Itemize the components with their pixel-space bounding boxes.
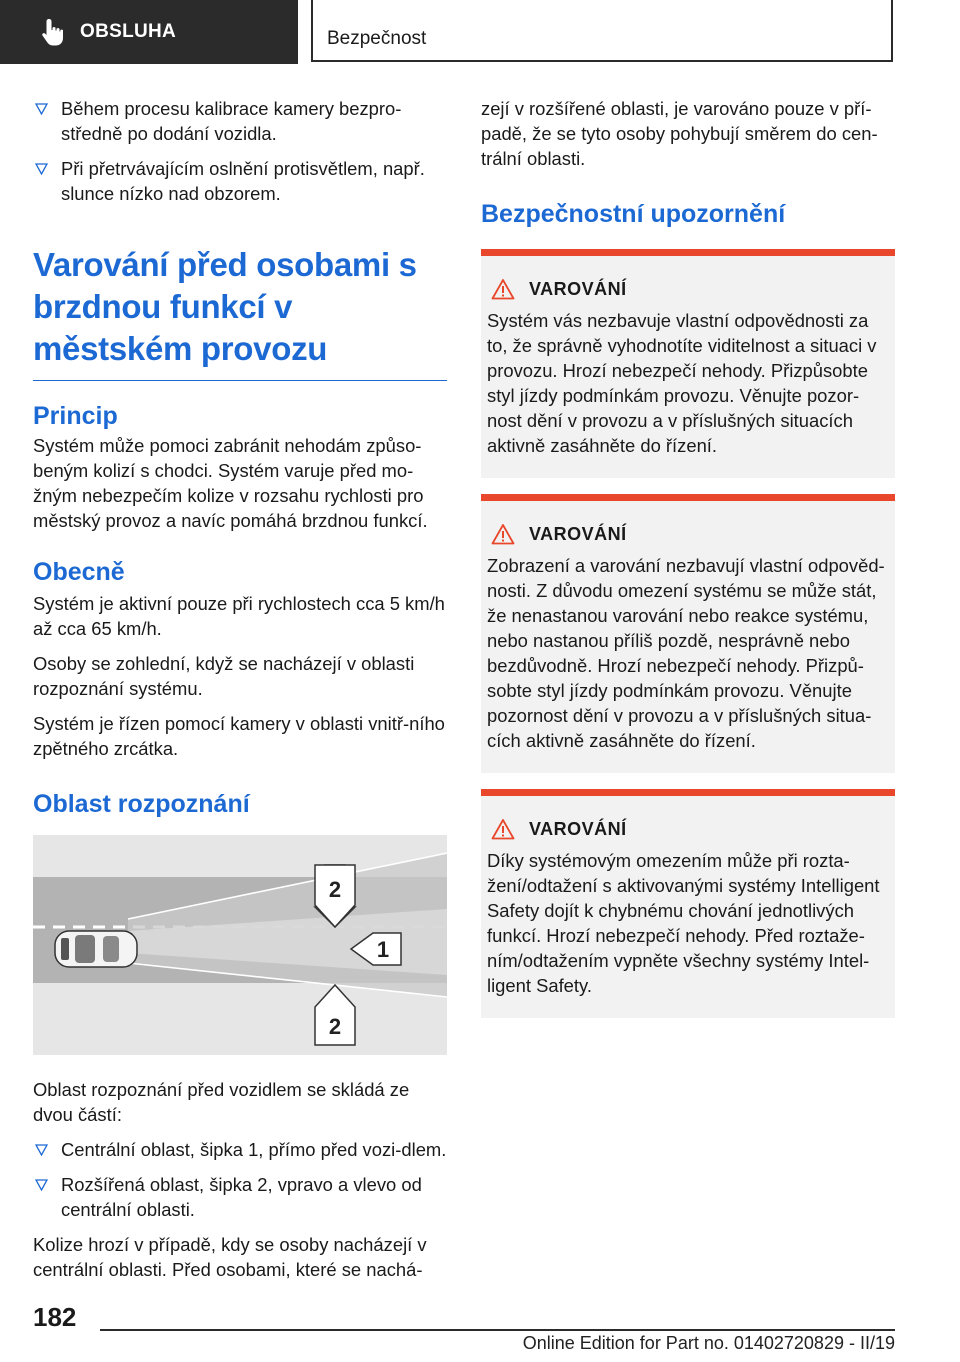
detection-area-illustration	[33, 835, 447, 1055]
list-item	[33, 96, 447, 146]
list-item	[33, 156, 447, 206]
warning-title: VAROVÁNÍ	[529, 523, 627, 544]
triangle-bullet-icon	[35, 163, 48, 175]
intro-bullet-list	[33, 96, 447, 206]
warning-header	[487, 278, 887, 300]
principle-heading: Princip	[33, 402, 118, 430]
footer-edition: Online Edition for Part no. 01402720829 - II/19	[522, 1333, 895, 1353]
warning-box	[481, 249, 895, 478]
safety-notes-heading: Bezpečnostní upozornění	[481, 200, 786, 228]
warning-header	[487, 818, 887, 840]
closing-paragraph: Kolize hrozí v případě, kdy se osoby nacházejí v centrální oblasti. Před osobami, které se nachá-	[33, 1234, 427, 1280]
header-section-box	[311, 0, 893, 62]
continuation-paragraph: zejí v rozšířené oblasti, je varováno pouze v pří-padě, že se tyto osoby pohybují směrem do cen-trální oblasti.	[481, 98, 878, 169]
car-top-view-icon	[55, 931, 137, 967]
warning-box	[481, 494, 895, 773]
warning-triangle-icon	[491, 818, 515, 840]
warning-header	[487, 523, 887, 545]
list-item-text: Během procesu kalibrace kamery bezpro-středně po dodání vozidla.	[61, 98, 402, 144]
warning-box	[481, 789, 895, 1018]
warning-triangle-icon	[491, 523, 515, 545]
header-chapter-tab	[0, 0, 298, 64]
chapter-title: Varování před osobami s brzdnou funkcí v městském provozu	[33, 244, 447, 381]
warning-triangle-icon	[491, 278, 515, 300]
warning-text: Systém vás nezbavuje vlastní odpovědnosti za to, že správně vyhodnotíte viditelnost a situaci v provozu. Hrozí nebezpečí nehody. Přizpůsobte styl jízdy podmínkám provozu. Věnujte pozor-nost dění v provozu a v příslušných situacích aktivně zasáhněte do řízení.	[487, 310, 877, 456]
warning-title: VAROVÁNÍ	[529, 818, 627, 839]
section-title: Bezpečnost	[327, 28, 427, 49]
general-paragraph: Systém je řízen pomocí kamery v oblasti vnitř-ního zpětného zrcátka.	[33, 713, 445, 759]
list-item	[33, 1172, 447, 1222]
hand-touch-icon	[40, 17, 66, 47]
left-column	[33, 96, 447, 1292]
warning-title: VAROVÁNÍ	[529, 278, 627, 299]
triangle-bullet-icon	[35, 103, 48, 115]
general-paragraph: Osoby se zohlední, když se nacházejí v oblasti rozpoznání systému.	[33, 653, 415, 699]
page-number: 182	[33, 1302, 77, 1332]
warning-text: Díky systémovým omezením může při rozta-žení/odtažení s aktivovanými systémy Intelligent Safety dojít k chybnému chování jednotlivých funkcí. Hrozí nebezpečí nehody. Před roztaže-ním/odtažením vypněte všechny systémy Intel-ligent Safety.	[487, 850, 880, 996]
chapter-label: OBSLUHA	[80, 21, 177, 42]
warning-text: Zobrazení a varování nezbavují vlastní odpověd-nosti. Z důvodu omezení systému se může stát, že nenastanou varování nebo reakce systému, nebo nastanou příliš pozdě, nesprávně nebo bezdůvodně. Hrozí nebezpečí nehody. Přizpů-sobte styl jízdy podmínkám provozu. Věnujte pozornost dění v provozu a v příslušných situa-cích aktivně zasáhněte do řízení.	[487, 555, 885, 751]
list-item-text: Při přetrvávajícím oslnění protisvětlem, např. slunce nízko nad obzorem.	[61, 158, 425, 204]
list-item-text: Rozšířená oblast, šipka 2, vpravo a vlevo od centrální oblasti.	[61, 1174, 422, 1220]
triangle-bullet-icon	[35, 1144, 48, 1156]
list-item	[33, 1137, 447, 1162]
footer-divider	[100, 1329, 895, 1331]
detection-area-heading: Oblast rozpoznání	[33, 790, 250, 818]
list-item-text: Centrální oblast, šipka 1, přímo před vozi-dlem.	[61, 1139, 447, 1160]
figure-label: 1	[376, 937, 390, 962]
general-heading: Obecně	[33, 558, 125, 586]
general-paragraph: Systém je aktivní pouze při rychlostech cca 5 km/h až cca 65 km/h.	[33, 593, 445, 639]
figure-label: 2	[328, 1014, 342, 1039]
triangle-bullet-icon	[35, 1179, 48, 1191]
area-bullet-list	[33, 1137, 447, 1222]
figure-caption: Oblast rozpoznání před vozidlem se skládá ze dvou částí:	[33, 1079, 410, 1125]
right-column	[481, 96, 895, 1034]
principle-text: Systém může pomoci zabránit nehodám způso-beným kolizí s chodci. Systém varuje před mo-žným nebezpečím kolize v rozsahu rychlosti pro městský provoz a navíc pomáhá brzdnou funkcí.	[33, 435, 428, 531]
figure-label: 2	[328, 877, 342, 902]
